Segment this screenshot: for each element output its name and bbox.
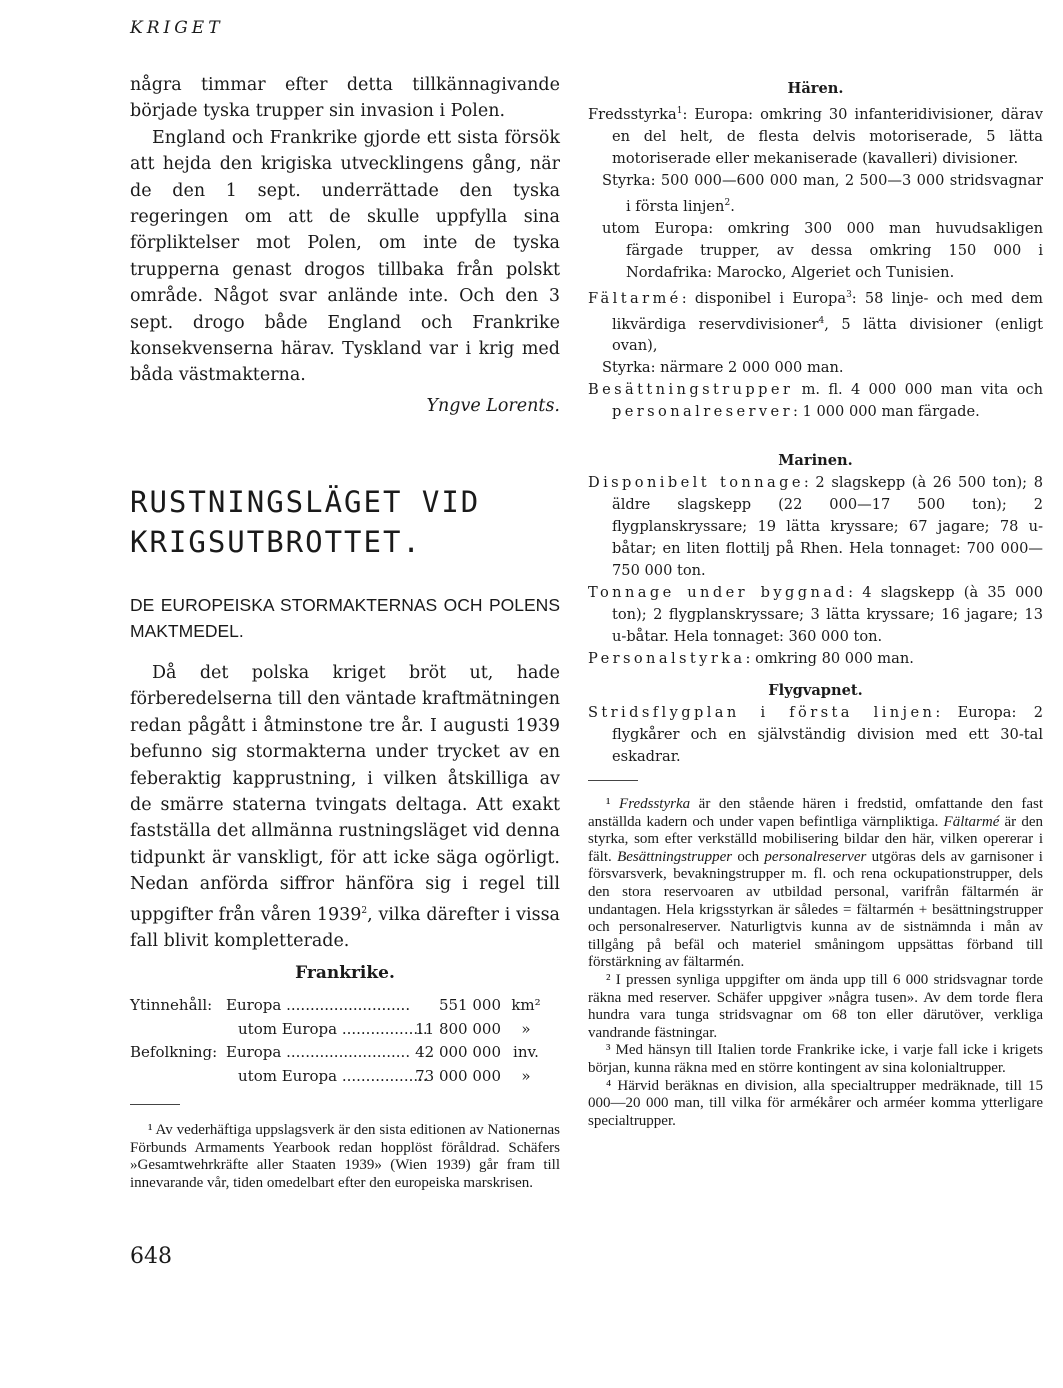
row-label: Ytinnehåll: [130,996,213,1014]
row-region: utom Europa .................. [238,1019,428,1038]
text-run: : omkring 80 000 man. [745,650,914,667]
row-label: Befolkning: [130,1043,218,1061]
article-body [130,660,560,954]
term: Besättningstrupper [588,381,794,399]
entry [588,100,1043,170]
text-run: . [730,197,735,215]
paragraph: några timmar efter detta tillkännagivande började tyska trupper sin invasion i Polen. [130,75,560,122]
term: Besättningstrupper [617,848,733,865]
text-run: ² I pressen synliga uppgifter om ända upp till 6 000 stridsvagnar torde räkna med reserver. Schäfer uppgiver »några tusen». Av dem torde flera hundra vara tunga stridsvagnar om 68 ton eller därutöver, verkliga vandrande fästningar. [588,971,1043,1041]
text-run: , 5 lätta divisioner (enligt ovan), [612,315,1043,355]
airforce-section [588,680,1043,768]
text-run: Styrka: 500 000—600 000 man, 2 500—3 000 stridsvagnar i första linjen [602,171,1043,215]
text-run: : 1 000 000 man färgade. [792,403,980,421]
row-label [130,1065,226,1089]
term: personalreserver [764,848,867,865]
footnote-ref: 2 [361,905,368,916]
footnotes [588,796,1043,1130]
footnote-ref: 1 [676,106,683,116]
text-run: Styrka: närmare 2 000 000 man. [602,359,844,377]
term: Fältarmé [588,289,682,307]
footnote-divider [588,780,638,781]
row-value: 73 000 000 [415,1066,501,1085]
author-signature: Yngve Lorents. [426,396,560,416]
term: Stridsflygplan i första linjen [588,704,936,721]
table-row [130,994,560,1018]
entry [588,582,1043,648]
text-run: ¹ [606,796,620,812]
army-heading: Hären. [787,80,844,97]
table-row [130,1041,560,1065]
row-value: 42 000 000 [415,1043,501,1061]
row-unit: » [521,1066,531,1085]
navy-section [588,450,1043,670]
article-title: RUSTNINGSLÄGET VID KRIGSUTBROTTET. [130,485,481,559]
term: Fältarmé [943,813,1000,830]
footnote [588,1078,1043,1131]
page-number: 648 [130,1244,172,1269]
text-run: , vilka därefter i vissa fall blivit kompletterade. [130,904,560,951]
text-run: är den stående hären i fredstid, omfattande den fast anställda kadern och under vapen befintliga värnpliktiga. [588,796,1044,830]
intro-text [130,72,560,389]
table-row [130,1018,560,1042]
term: Fredsstyrka [619,796,691,812]
text-run: ⁴ Härvid beräknas en division, alla specialtrupper medräknade, till 15 000—20 000 man, till vilka för armékårer och arméer komma ytterligare specialtrupper. [588,1077,1043,1129]
entry [588,218,1043,284]
footnote [588,972,1043,1042]
term: Tonnage under byggnad [588,584,849,601]
text-run: Fredsstyrka [588,105,677,123]
text-run: : disponibel i Europa [681,289,847,307]
row-region: Europa .......................... [226,996,411,1014]
footnote [588,1042,1043,1077]
entry [588,357,1043,379]
term: Disponibelt tonnage [588,474,804,491]
row-unit: km² [511,996,541,1014]
row-region: utom Europa .................. [238,1066,428,1085]
text-run: utom Europa: omkring 300 000 man huvudsakligen färgade trupper, av dessa omkring 150 000 i Nordafrika: Marocko, Algeriet och Tunisien. [602,219,1043,281]
entry [588,472,1043,582]
row-value: 551 000 [438,996,501,1014]
france-table [130,994,560,1088]
text-run: : 58 linje- och med dem likvärdiga reservdivisioner [612,289,1043,333]
term: Personalstyrka [588,650,746,667]
entry [588,648,1043,670]
airforce-heading: Flygvapnet. [768,682,863,699]
entry [588,284,1043,358]
term: personalreserver [612,403,793,421]
text-run: : 2 slagskepp (à 26 500 ton); 8 äldre slagskepp (22 000—17 500 ton); 2 flygplanskryssare; 19 lätta kryssare; 67 jagare; 78 u-båtar; en liten flottilj på Rhen. Hela tonnaget: 700 000—750 000 ton. [612,474,1043,579]
text-run: : Europa: omkring 30 infanteridivisioner, därav en del helt, de flesta delvis motoriserade, 5 lätta motoriserade eller mekaniserade (kavalleri) divisioner. [612,105,1043,167]
text-run: : Europa: 2 flygkårer och en självständig division med ett 30-tal eskadrar. [612,704,1043,765]
text-run: är den styrka, som efter verkställd mobilisering bildar den här, vilken opererar i fält. [588,813,1043,865]
text-run: : 4 slagskepp (à 35 000 ton); 2 flygplanskryssare; 3 lätta kryssare; 16 jagare; 13 u-båtar. Hela tonnaget: 360 000 ton. [612,584,1043,645]
footnote-divider [130,1104,180,1105]
row-value: 11 800 000 [415,1019,501,1038]
text-run: utgöras dels av garnisoner i försvarsverk, bevakningstrupper m. fl. och rena ockupationstrupper, dels den stora reservoaren av utbildad personal, varifrån fältarmén är undantagen. Hela krigsstyrkan är således = fältarmén + besättningstrupper och personalreserver. Naturligtvis kunna av de sistnämnda i mån av tillgång på befäl och materiel småningom uppsättas förband till förstärkning av fältarmén. [588,848,1043,971]
text-run: ³ Med hänsyn till Italien torde Frankrike icke, i varje fall icke i krigets början, kunna räkna med en större kontingent av sina kolonialtrupper. [588,1042,1043,1076]
text-run: Då det polska kriget bröt ut, hade förberedelserna till den väntade kraftmätningen redan pågått i åtminstone tre år. I augusti 1939 befunno sig stormakterna under trycket av en feberaktig kapprustning, i vilken åtskilliga av de smärre staterna tvingats deltaga. Att exakt fastställa det allmänna rustningsläget vid denna tidpunkt är vanskligt, för att icke säga ogörligt. Nedan anförda siffror hänföra sig i regel till uppgifter från våren 1939 [130,663,560,925]
text-run: och [732,848,765,865]
footnote-ref: 2 [724,197,731,208]
table-row [130,1065,560,1089]
paragraph: England och Frankrike gjorde ett sista försök att hejda den krigiska utvecklingens gång, när de den 1 sept. underrättade den tyska regeringen om att de skulle uppfylla sina förpliktelser mot Polen, om inte de tyska trupperna genast drogos tillbaka från polskt område. Något svar anlände inte. Och den 3 sept. drogo både England och Frankrike konsekvenserna härav. Tyskland var i krig med båda västmakterna. [130,127,560,386]
army-section [588,78,1043,423]
france-heading: Frankrike. [295,963,395,983]
footnote [588,796,1043,972]
text-run: m. fl. 4 000 000 man vita och [793,381,1043,399]
article-subtitle: DE EUROPEISKA STORMAKTERNAS OCH POLENS MAKTMEDEL. [130,595,560,641]
footnote-ref: 3 [846,289,852,300]
row-unit: inv. [513,1043,539,1061]
running-title: KRIGET [130,18,224,38]
entry [588,170,1043,218]
navy-heading: Marinen. [778,452,853,469]
footnote-ref: 4 [818,315,825,326]
row-label [130,1018,226,1042]
footnote: ¹ Av vederhäftiga uppslagsverk är den sista editionen av Nationernas Förbunds Armaments Yearbook redan hopplöst föråldrad. Schäfers »Gesamtwehrkräfte aller Staaten 1939» (Wien 1939) går fram till innevarande vår, tiden omedelbart efter den europeiska marskrisen. [130,1122,560,1191]
row-region: Europa .......................... [226,1043,411,1061]
row-unit: » [521,1019,531,1038]
entry [588,702,1043,768]
entry [588,379,1043,423]
